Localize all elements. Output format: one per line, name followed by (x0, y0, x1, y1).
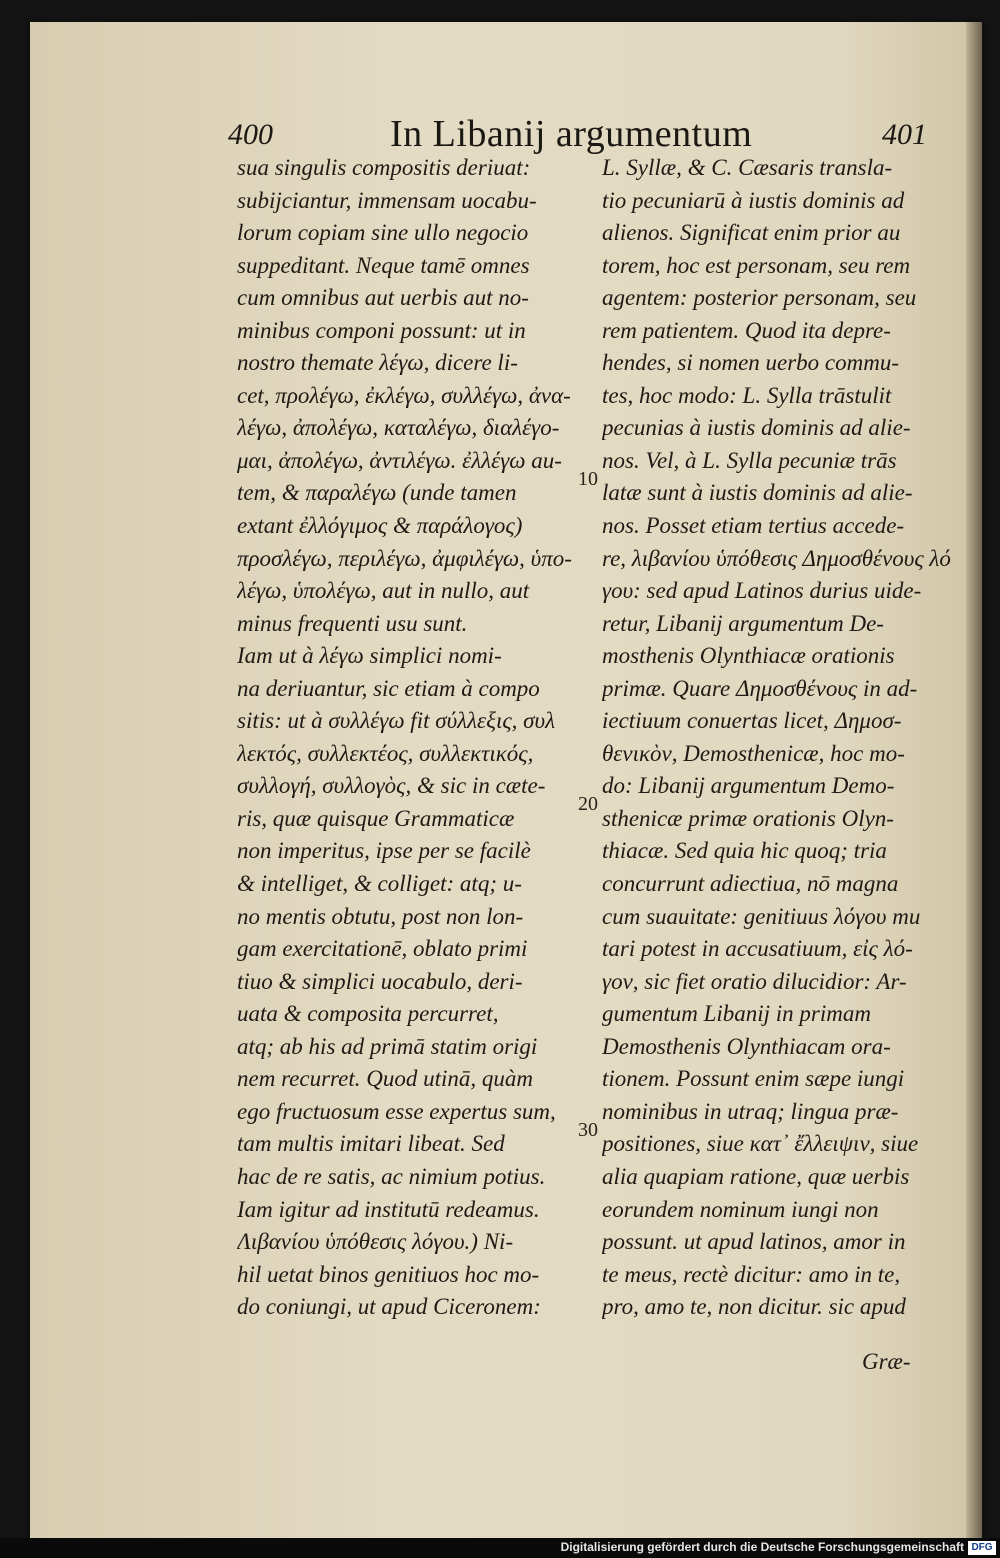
text-line: atq; ab his ad primā statim origi (237, 1033, 538, 1059)
text-line: do: Libanij argumentum Demo- (602, 773, 895, 799)
text-line: συλλογή, συλλογὸς, & sic in cæte- (237, 773, 546, 799)
text-line: gumentum Libanij in primam (602, 1001, 871, 1027)
text-line: nem recurret. Quod utinā, quàm (237, 1066, 533, 1092)
text-line: sthenicæ primæ orationis Olyn- (602, 805, 894, 831)
text-line: te meus, rectè dicitur: amo in te, (602, 1261, 901, 1287)
text-line: lorum copiam sine ullo negocio (237, 220, 529, 246)
text-line: L. Syllæ, & C. Cæsaris transla- (602, 155, 893, 180)
text-line: concurrunt adiectiua, nō magna (602, 871, 899, 897)
left-text-column (237, 152, 597, 1324)
text-line: nos. Vel, à L. Sylla pecuniæ trās (602, 447, 897, 473)
text-line: na deriuantur, sic etiam à compo (237, 675, 540, 701)
text-line: iectiuum conuertas licet, Δημοσ- (602, 708, 902, 734)
text-line: alia quapiam ratione, quæ uerbis (602, 1163, 910, 1189)
text-line: tionem. Possunt enim sæpe iungi (602, 1066, 905, 1092)
book-page (30, 22, 982, 1538)
text-line: latæ sunt à iustis dominis ad alie- (602, 480, 913, 506)
text-line: nos. Posset etiam tertius accede- (602, 513, 905, 539)
text-line: λεκτός, συλλεκτέος, συλλεκτικός, (237, 740, 534, 766)
text-line: uata & composita percurret, (237, 1001, 499, 1027)
text-line: do coniungi, ut apud Ciceronem: (237, 1294, 541, 1320)
page-number-right: 401 (882, 118, 927, 151)
text-line: cum suauitate: genitiuus λόγου mu (602, 903, 921, 929)
right-text-column (602, 152, 972, 1324)
text-line: torem, hoc est personam, seu rem (602, 252, 911, 278)
text-line: tam multis imitari libeat. Sed (237, 1131, 505, 1157)
text-line: agentem: posterior personam, seu (602, 285, 917, 311)
text-line: sitis: ut à συλλέγω fit σύλλεξις, συλ (237, 708, 556, 734)
text-line: minus frequenti usu sunt. (237, 610, 468, 636)
text-line: primæ. Quare Δημοσθένους in ad- (602, 675, 918, 701)
text-line: alienos. Significat enim prior au (602, 220, 901, 246)
catchword: Græ- (862, 1349, 911, 1374)
text-line: tio pecuniarū à iustis dominis ad (602, 187, 905, 213)
text-line: subijciantur, immensam uocabu- (237, 187, 537, 213)
text-line: pro, amo te, non dicitur. sic apud (602, 1294, 906, 1320)
text-line: tiuo & simplici uocabulo, deri- (237, 968, 523, 994)
text-line: retur, Libanij argumentum De- (602, 610, 884, 636)
page-number-left: 400 (228, 118, 273, 151)
dfg-logo-icon: DFG (968, 1541, 996, 1555)
text-line: ego fructuosum esse expertus sum, (237, 1098, 556, 1124)
text-line: non imperitus, ipse per se facilè (237, 838, 531, 864)
text-line: no mentis obtutu, post non lon- (237, 903, 524, 929)
text-line: Iam igitur ad institutū redeamus. (237, 1196, 540, 1222)
running-title: In Libanij argumentum (390, 113, 753, 155)
text-line: & intelliget, & colliget: atq; u- (237, 871, 522, 897)
line-number-10: 10 (578, 468, 598, 490)
text-line: cum omnibus aut uerbis aut no- (237, 285, 529, 311)
text-line: hendes, si nomen uerbo commu- (602, 350, 900, 376)
text-line: θενικὸν, Demosthenicæ, hoc mo- (602, 740, 905, 766)
text-line: μαι, ἀπολέγω, ἀντιλέγω. ἐλλέγω au- (237, 447, 562, 473)
text-line: tes, hoc modo: L. Sylla trāstulit (602, 382, 892, 408)
text-line: re, λιβανίου ὑπόθεσις Δημοσθένους λό (602, 545, 951, 571)
text-line: Demosthenis Olynthiacam ora- (602, 1033, 891, 1059)
text-line: positiones, siue κατ᾽ ἔλλειψιν, siue (602, 1131, 919, 1157)
text-line: nostro themate λέγω, dicere li- (237, 350, 518, 376)
text-line: possunt. ut apud latinos, amor in (602, 1229, 906, 1255)
text-line: cet, προλέγω, ἐκλέγω, συλλέγω, ἀνα- (237, 382, 571, 408)
text-line: minibus componi possunt: ut in (237, 317, 526, 343)
funding-credit: Digitalisierung gefördert durch die Deutsche Forschungsgemeinschaft (560, 1540, 964, 1554)
line-number-30: 30 (578, 1119, 598, 1141)
text-line: extant ἐλλόγιμος & παράλογος) (237, 513, 523, 539)
text-line: thiacæ. Sed quia hic quoq; tria (602, 838, 887, 864)
credit-bar (0, 1538, 1000, 1558)
text-line: λέγω, ἀπολέγω, καταλέγω, διαλέγο- (237, 415, 560, 441)
line-number-20: 20 (578, 793, 598, 815)
text-line: eorundem nominum iungi non (602, 1196, 879, 1222)
text-line: sua singulis compositis deriuat: (237, 155, 531, 180)
text-line: mosthenis Olynthiacæ orationis (602, 643, 895, 669)
text-line: προσλέγω, περιλέγω, ἀμφιλέγω, ὑπο- (237, 545, 572, 571)
text-line: Λιβανίου ὑπόθεσις λόγου.) Ni- (237, 1229, 514, 1255)
text-line: tari potest in accusatiuum, εἰς λό- (602, 936, 913, 962)
text-line: suppeditant. Neque tamē omnes (237, 252, 530, 278)
text-line: nominibus in utraq; lingua præ- (602, 1098, 899, 1124)
text-line: pecunias à iustis dominis ad alie- (602, 415, 911, 441)
text-line: γου: sed apud Latinos durius uide- (602, 578, 922, 604)
text-line: hil uetat binos genitiuos hoc mo- (237, 1261, 540, 1287)
text-line: γον, sic fiet oratio dilucidior: Ar- (602, 968, 907, 994)
text-line: tem, & παραλέγω (unde tamen (237, 480, 517, 506)
text-line: ris, quæ quisque Grammaticæ (237, 805, 515, 831)
text-line: hac de re satis, ac nimium potius. (237, 1163, 546, 1189)
text-line: λέγω, ὑπολέγω, aut in nullo, aut (237, 578, 530, 604)
text-line: rem patientem. Quod ita depre- (602, 317, 891, 343)
text-line: Iam ut à λέγω simplici nomi- (237, 643, 502, 669)
text-line: gam exercitationē, oblato primi (237, 936, 528, 962)
